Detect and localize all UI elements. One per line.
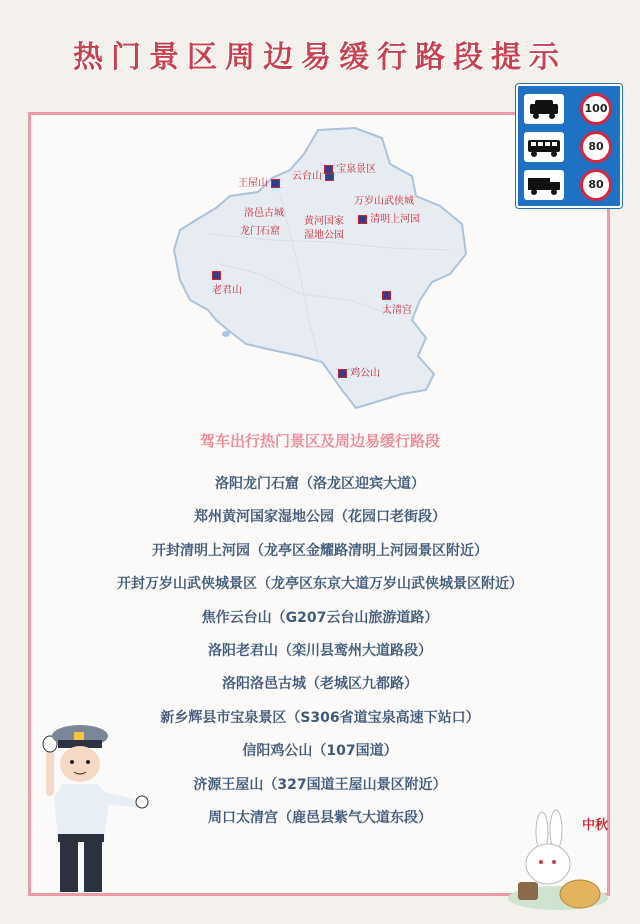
- map-place-label: 龙门石窟: [240, 226, 280, 237]
- car-icon: [524, 94, 564, 124]
- pin-marker: [358, 215, 367, 224]
- speed-limit-row-truck: [524, 168, 614, 202]
- page-title: 热门景区周边易缓行路段提示: [73, 40, 567, 75]
- map-place-label: 万岁山武侠城: [354, 196, 414, 207]
- pin-marker: [212, 271, 221, 280]
- route-item: 开封万岁山武侠城景区（龙亭区东京大道万岁山武侠城景区附近）: [117, 576, 523, 593]
- pin-marker: [382, 291, 391, 300]
- route-item: 洛阳洛邑古城（老城区九都路）: [222, 676, 418, 693]
- pin-marker: [338, 369, 347, 378]
- map-place-label: 太清宫: [382, 290, 412, 316]
- speed-limit-row-bus: [524, 130, 614, 164]
- mid-autumn-rabbit-decoration: [498, 802, 618, 912]
- police-officer-illustration: [38, 718, 158, 896]
- section-title: 驾车出行热门景区及周边易缓行路段: [199, 432, 440, 450]
- seal-text: 中秋: [582, 818, 609, 833]
- route-item: 郑州黄河国家湿地公园（花园口老街段）: [194, 509, 446, 526]
- map-place-label: 老君山: [212, 270, 242, 296]
- map-place-label: 湿地公园: [304, 230, 344, 241]
- route-item: 洛阳龙门石窟（洛龙区迎宾大道）: [215, 476, 425, 492]
- speed-limit-sign: 80: [580, 131, 612, 163]
- truck-icon: [524, 170, 564, 200]
- map-place-label: 宝泉景区: [324, 160, 376, 175]
- speed-limit-sign: 80: [580, 169, 612, 201]
- route-item: 周口太清宫（鹿邑县紫气大道东段）: [208, 809, 432, 826]
- route-item: 济源王屋山（327国道王屋山景区附近）: [193, 776, 447, 793]
- province-map: [150, 124, 470, 414]
- map-place-label: 鸡公山: [338, 364, 380, 379]
- speed-limit-row-car: [524, 92, 614, 126]
- map-place-label: 云台山: [292, 167, 334, 182]
- route-item: 焦作云台山（G207云台山旅游道路）: [201, 609, 439, 626]
- route-item: 新乡辉县市宝泉景区（S306省道宝泉高速下站口）: [160, 709, 480, 726]
- map-place-label: 洛邑古城: [244, 208, 284, 219]
- route-item: 开封清明上河园（龙亭区金耀路清明上河园景区附近）: [152, 542, 488, 559]
- speed-limit-sign: 100: [580, 93, 612, 125]
- map-place-label: 王屋山: [238, 174, 280, 189]
- pin-marker: [271, 179, 280, 188]
- map-place-label: 清明上河园: [358, 210, 420, 225]
- route-item: 洛阳老君山（栾川县鸾州大道路段）: [208, 642, 432, 659]
- pin-marker: [324, 165, 333, 174]
- route-item: 信阳鸡公山（107国道）: [242, 743, 398, 760]
- bus-icon: [524, 132, 564, 162]
- map-place-label: 黄河国家: [304, 216, 344, 227]
- speed-limit-panel: [516, 84, 622, 208]
